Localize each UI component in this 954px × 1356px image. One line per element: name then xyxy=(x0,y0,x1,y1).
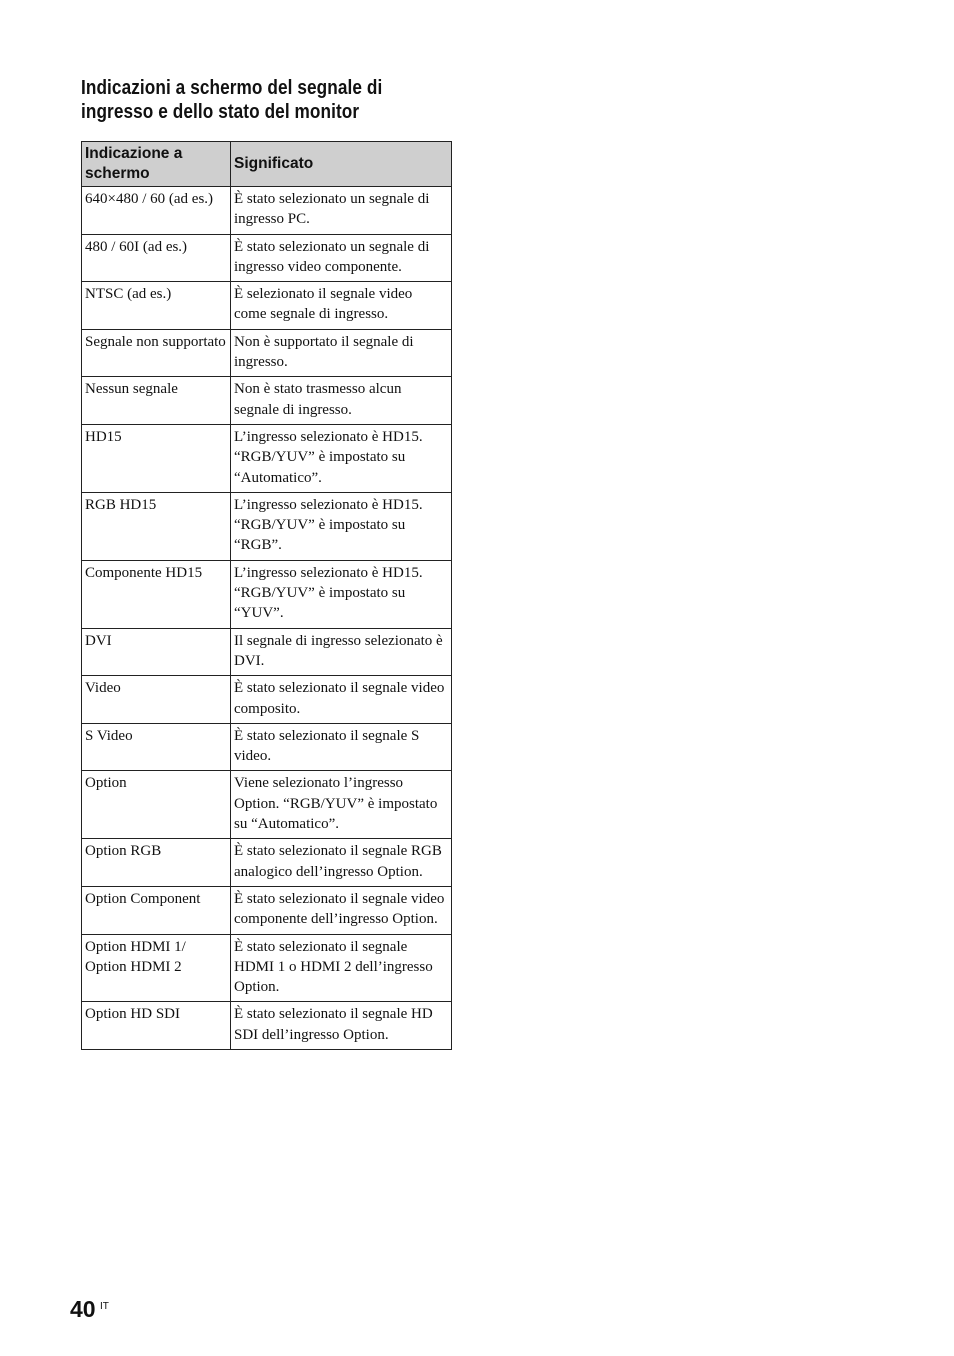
table-row xyxy=(82,424,452,492)
table-row xyxy=(82,560,452,628)
meaning-cell: È stato selezionato un segnale di ingresso video componente. xyxy=(231,234,452,282)
meaning-cell: Viene selezionato l’ingresso Option. “RGB/YUV” è impostato su “Automatico”. xyxy=(231,771,452,839)
page-number: 40 xyxy=(70,1296,96,1322)
table-row xyxy=(82,676,452,724)
table-row xyxy=(82,886,452,934)
table-row xyxy=(82,628,452,676)
section-heading xyxy=(81,76,442,124)
meaning-cell: Non è stato trasmesso alcun segnale di ingresso. xyxy=(231,377,452,425)
table-row xyxy=(82,723,452,771)
table-row xyxy=(82,234,452,282)
indication-cell: RGB HD15 xyxy=(82,492,231,560)
indication-cell: Componente HD15 xyxy=(82,560,231,628)
signal-indications-table xyxy=(81,141,452,1050)
table-row xyxy=(82,187,452,235)
indication-cell: 640×480 / 60 (ad es.) xyxy=(82,187,231,235)
meaning-cell: È stato selezionato il segnale video componente dell’ingresso Option. xyxy=(231,886,452,934)
meaning-cell: È selezionato il segnale video come segnale di ingresso. xyxy=(231,282,452,330)
indication-cell: Option Component xyxy=(82,886,231,934)
indication-cell: 480 / 60I (ad es.) xyxy=(82,234,231,282)
section-heading-line-2: ingresso e dello stato del monitor xyxy=(81,101,360,123)
indication-cell: Option HD SDI xyxy=(82,1002,231,1050)
meaning-cell: L’ingresso selezionato è HD15. “RGB/YUV” è impostato su “YUV”. xyxy=(231,560,452,628)
indication-cell: Option RGB xyxy=(82,839,231,887)
meaning-cell: È stato selezionato il segnale HDMI 1 o HDMI 2 dell’ingresso Option. xyxy=(231,934,452,1002)
indication-cell: NTSC (ad es.) xyxy=(82,282,231,330)
meaning-cell: Non è supportato il segnale di ingresso. xyxy=(231,329,452,377)
meaning-cell: È stato selezionato un segnale di ingresso PC. xyxy=(231,187,452,235)
indication-cell: Segnale non supportato xyxy=(82,329,231,377)
table-row xyxy=(82,377,452,425)
meaning-cell: È stato selezionato il segnale HD SDI dell’ingresso Option. xyxy=(231,1002,452,1050)
indication-cell: DVI xyxy=(82,628,231,676)
indication-cell: Option HDMI 1/ Option HDMI 2 xyxy=(82,934,231,1002)
column-header-indication: Indicazione a schermo xyxy=(82,142,231,187)
table-row xyxy=(82,1002,452,1050)
table-row xyxy=(82,839,452,887)
meaning-cell: Il segnale di ingresso selezionato è DVI. xyxy=(231,628,452,676)
indication-cell: Video xyxy=(82,676,231,724)
meaning-cell: L’ingresso selezionato è HD15. “RGB/YUV” è impostato su “RGB”. xyxy=(231,492,452,560)
table-row xyxy=(82,934,452,1002)
meaning-cell: È stato selezionato il segnale video composito. xyxy=(231,676,452,724)
section-heading-line-1: Indicazioni a schermo del segnale di xyxy=(81,77,383,99)
table-row xyxy=(82,771,452,839)
page-language-code: IT xyxy=(100,1301,109,1312)
indication-cell: HD15 xyxy=(82,424,231,492)
meaning-cell: È stato selezionato il segnale S video. xyxy=(231,723,452,771)
column-header-meaning: Significato xyxy=(231,142,452,187)
meaning-cell: L’ingresso selezionato è HD15. “RGB/YUV” è impostato su “Automatico”. xyxy=(231,424,452,492)
table-row xyxy=(82,329,452,377)
table-row xyxy=(82,492,452,560)
indication-cell: Option xyxy=(82,771,231,839)
table-header-row xyxy=(82,142,452,187)
indication-cell: S Video xyxy=(82,723,231,771)
meaning-cell: È stato selezionato il segnale RGB analogico dell’ingresso Option. xyxy=(231,839,452,887)
indication-cell: Nessun segnale xyxy=(82,377,231,425)
table-row xyxy=(82,282,452,330)
